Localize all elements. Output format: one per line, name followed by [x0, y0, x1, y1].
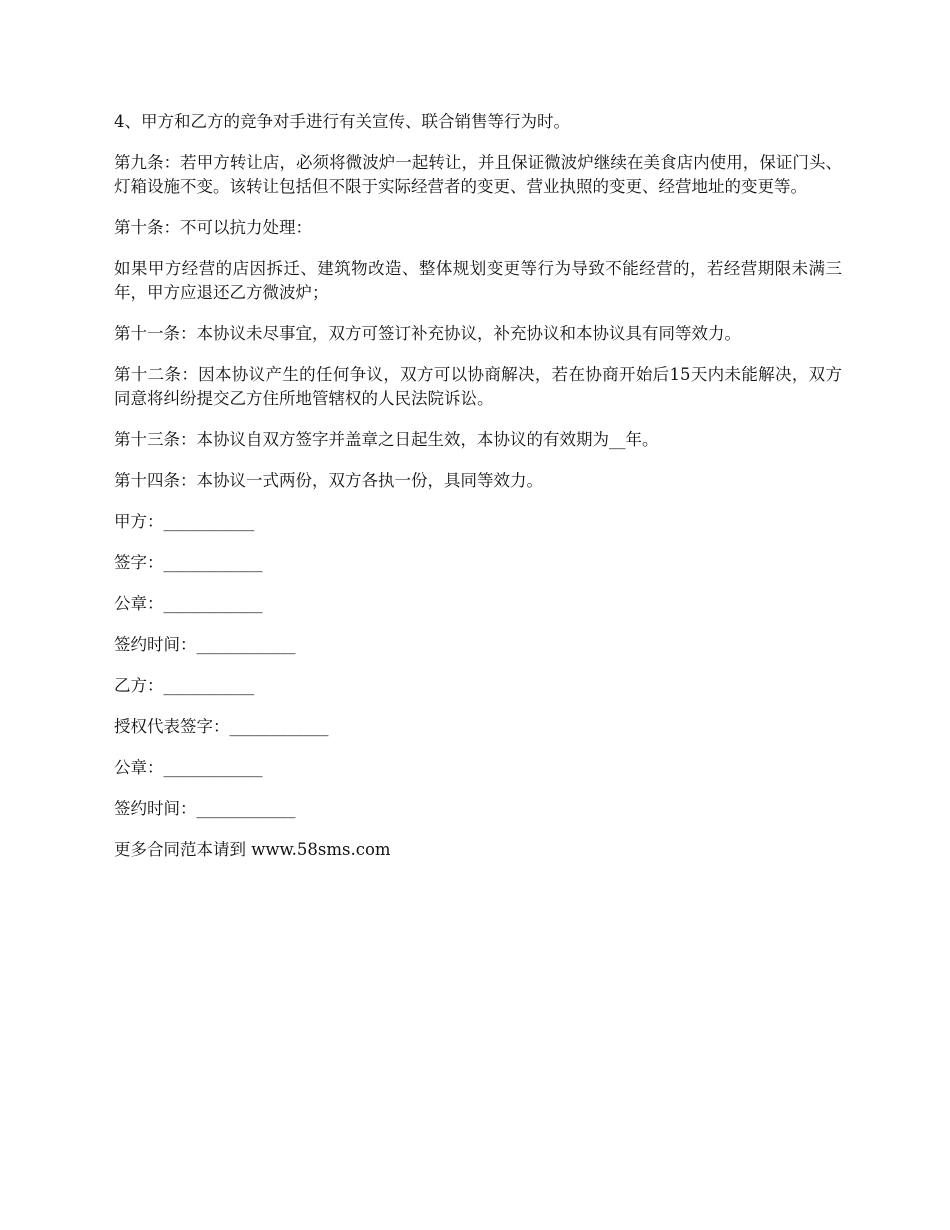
clause-12: 第十二条：因本协议产生的任何争议，双方可以协商解决，若在协商开始后15天内未能解决，双方同意将纠纷提交乙方住所地管辖权的人民法院诉讼。: [114, 365, 842, 408]
party-b-date-line: 签约时间：____________: [114, 799, 296, 818]
clause-9: 第九条：若甲方转让店，必须将微波炉一起转让，并且保证微波炉继续在美食店内使用，保证门头、灯箱设施不变。该转让包括但不限于实际经营者的变更、营业执照的变更、经营地址的变更等。: [114, 153, 842, 196]
party-b-representative-line: 授权代表签字：____________: [114, 717, 329, 736]
party-b-seal-line: 公章：____________: [114, 758, 263, 777]
clause-11: 第十一条：本协议未尽事宜，双方可签订补充协议，补充协议和本协议具有同等效力。: [114, 324, 741, 343]
clause-10-heading: 第十条：不可以抗力处理：: [114, 218, 312, 237]
clause-13: 第十三条：本协议自双方签字并盖章之日起生效，本协议的有效期为__年。: [114, 430, 659, 449]
clause-10-body: 如果甲方经营的店因拆迁、建筑物改造、整体规划变更等行为导致不能经营的，若经营期限未满三年，甲方应退还乙方微波炉；: [114, 259, 842, 302]
party-a-date-line: 签约时间：____________: [114, 635, 296, 654]
party-b-line: 乙方：___________: [114, 676, 255, 695]
clause-4-item: 4、甲方和乙方的竞争对手进行有关宣传、联合销售等行为时。: [114, 112, 570, 131]
party-a-signature-line: 签字：____________: [114, 553, 263, 572]
party-a-seal-line: 公章：____________: [114, 594, 263, 613]
clause-14: 第十四条：本协议一式两份，双方各执一份，具同等效力。: [114, 471, 543, 490]
party-a-line: 甲方：___________: [114, 512, 255, 531]
footer-link-text: 更多合同范本请到 www.58sms.com: [114, 840, 391, 859]
contract-page: [114, 110, 842, 879]
